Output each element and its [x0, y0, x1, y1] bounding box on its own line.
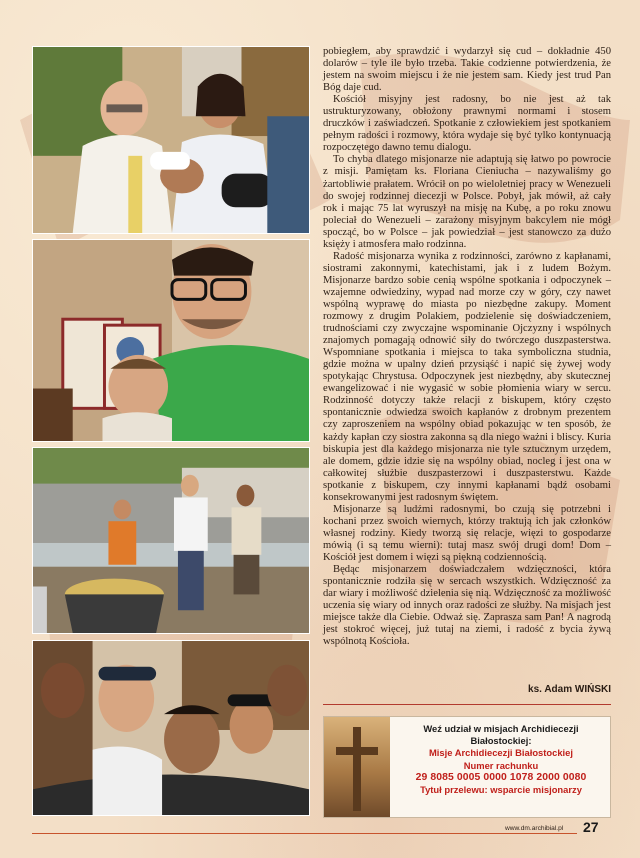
divider: [323, 704, 611, 705]
article-paragraph: pobiegłem, aby sprawdzić i wydarzył się cud – dokładnie 450 dolarów – tyle ile było trzeba. Takie codzienne potwierdzenia, że jestem na swoim miejscu i że nie jestem sam. Kiedy jest trud Pan Bóg daje cud.: [323, 46, 611, 94]
account-label: Numer rachunku: [463, 759, 539, 771]
article-body: [323, 46, 611, 648]
donation-box: [323, 716, 611, 818]
author-signature: ks. Adam WIŃSKI: [528, 684, 611, 695]
footer-url: www.dm.archibial.pl: [505, 825, 564, 832]
cross-image: [324, 717, 390, 817]
article-paragraph: Misjonarze są ludźmi radosnymi, bo czują się potrzebni i kochani przez swoich wiernych, którzy traktują ich jak członków własnej rodziny. Kiedy tworzą się relacje, więzi to gospodarze mówią (i są temu wierni): tutaj masz swój drugi dom! Dom – Kościół jest domem i więzi są piękną codziennością.: [323, 503, 611, 563]
transfer-title: Tytuł przelewu: wsparcie misjonarzy: [420, 784, 582, 796]
donation-recipient: Misje Archidiecezji Białostockiej: [429, 747, 573, 759]
cooking-outdoors-photo: [32, 447, 310, 634]
donation-lead: Weź udział w misjach Archidiecezji Białostockiej:: [423, 723, 579, 747]
selfie-with-baby-photo: [32, 239, 310, 442]
group-selfie-photo: [32, 640, 310, 816]
page-number: 27: [583, 819, 599, 835]
account-number: 29 8085 0005 0000 1078 2000 0080: [415, 771, 587, 783]
baptism-photo: [32, 46, 310, 234]
article-paragraph: Radość misjonarza wynika z rodzinności, zarówno z kapłanami, siostrami zakonnymi, katechistami, jak i z ludem Bożym. Misjonarze bardzo sobie cenią wspólne spotkania i odpoczynek – wzajemne odwiedziny, wypad nad morze czy w góry, czy nawet wspólną wyprawę do miasta po niezbędne zakupy. Moment rozmowy z drugim Polakiem, podzielenie się doświadczeniem, trudnościami czy zwyczajne wspominanie Ojczyzny i wspólnych znajomych pomagają odnowić siły do twórczego duszpasterstwa. Wspomniane spotkania i miejsca to taka symboliczna studnia, gdzie można w upalny dzień przysiąść i napić się żywej wody spotykając Chrystusa. Odpoczynek jest niezbędny, aby skutecznej ewangelizować i nie wygasić w sobie płomienia wiary w sercu. Rodzinność dotyczy także relacji z biskupem, który często spontanicznie odwiedza swoich kapłanów z drobnym prezentem czy zaproszeniem na wspólny obiad pokazując w ten sposób, że każdy kapłan czy siostra zakonna są dla niego ważni i bliscy. Kuria biskupia jest dla każdego misjonarza nie tyle sztucznym urzędem, ale domem, gdzie idzie się na wspólny obiad, nocleg i jest ona w całkowitej służbie duszpasterzowi i duszpasterstwu. Każde spotkanie z biskupem, czy innymi kapłanami bądź osobami konsekrowanymi jest radosnym świętem.: [323, 250, 611, 503]
article-paragraph: To chyba dlatego misjonarze nie adaptują się łatwo po powrocie z misji. Pamiętam ks. Floriana Cieniucha – nazywaliśmy go żartobliwie prałatem. Wrócił on po wieloletniej pracy w Wenezueli do swojej rodzinnej diecezji w Polsce. Pobył, jak mówił, aż cały rok i mając 75 lat wyruszył na misję na Kubę, a po roku znowu poleciał do Wenezueli – zarażony misyjnym bakcylem nie mógł spocząć, bo w Polsce – jak powiedział – jest stanowczo za dużo księży i atmosfera mało rodzinna.: [323, 154, 611, 250]
footer-divider: [32, 833, 577, 834]
article-paragraph: Będąc misjonarzem doświadczałem wdzięczności, która spontanicznie rodziła się w sercach wszystkich. Wdzięczność za dar wiary i możliwość dzielenia się nią. Wdzięczność za możliwość uczenia się wiary od innych oraz radości ze służby. Na misjach jest miejsce także dla Ciebie. Odważ się. Zaprasza sam Pan! A nagrodą jest stokroć więcej, już tutaj na ziemi, i radość z bycia żywą wspólnotą Kościoła.: [323, 564, 611, 648]
article-paragraph: Kościół misyjny jest radosny, bo nie jest aż tak ustrukturyzowany, obłożony prawnymi normami i stosem druczków i zaświadczeń. Spotkanie z człowiekiem jest spotkaniem pełnym radości i rozmowy, która wydaje się być tylko kontynuacją rozpoczętego dawno temu dialogu.: [323, 94, 611, 154]
